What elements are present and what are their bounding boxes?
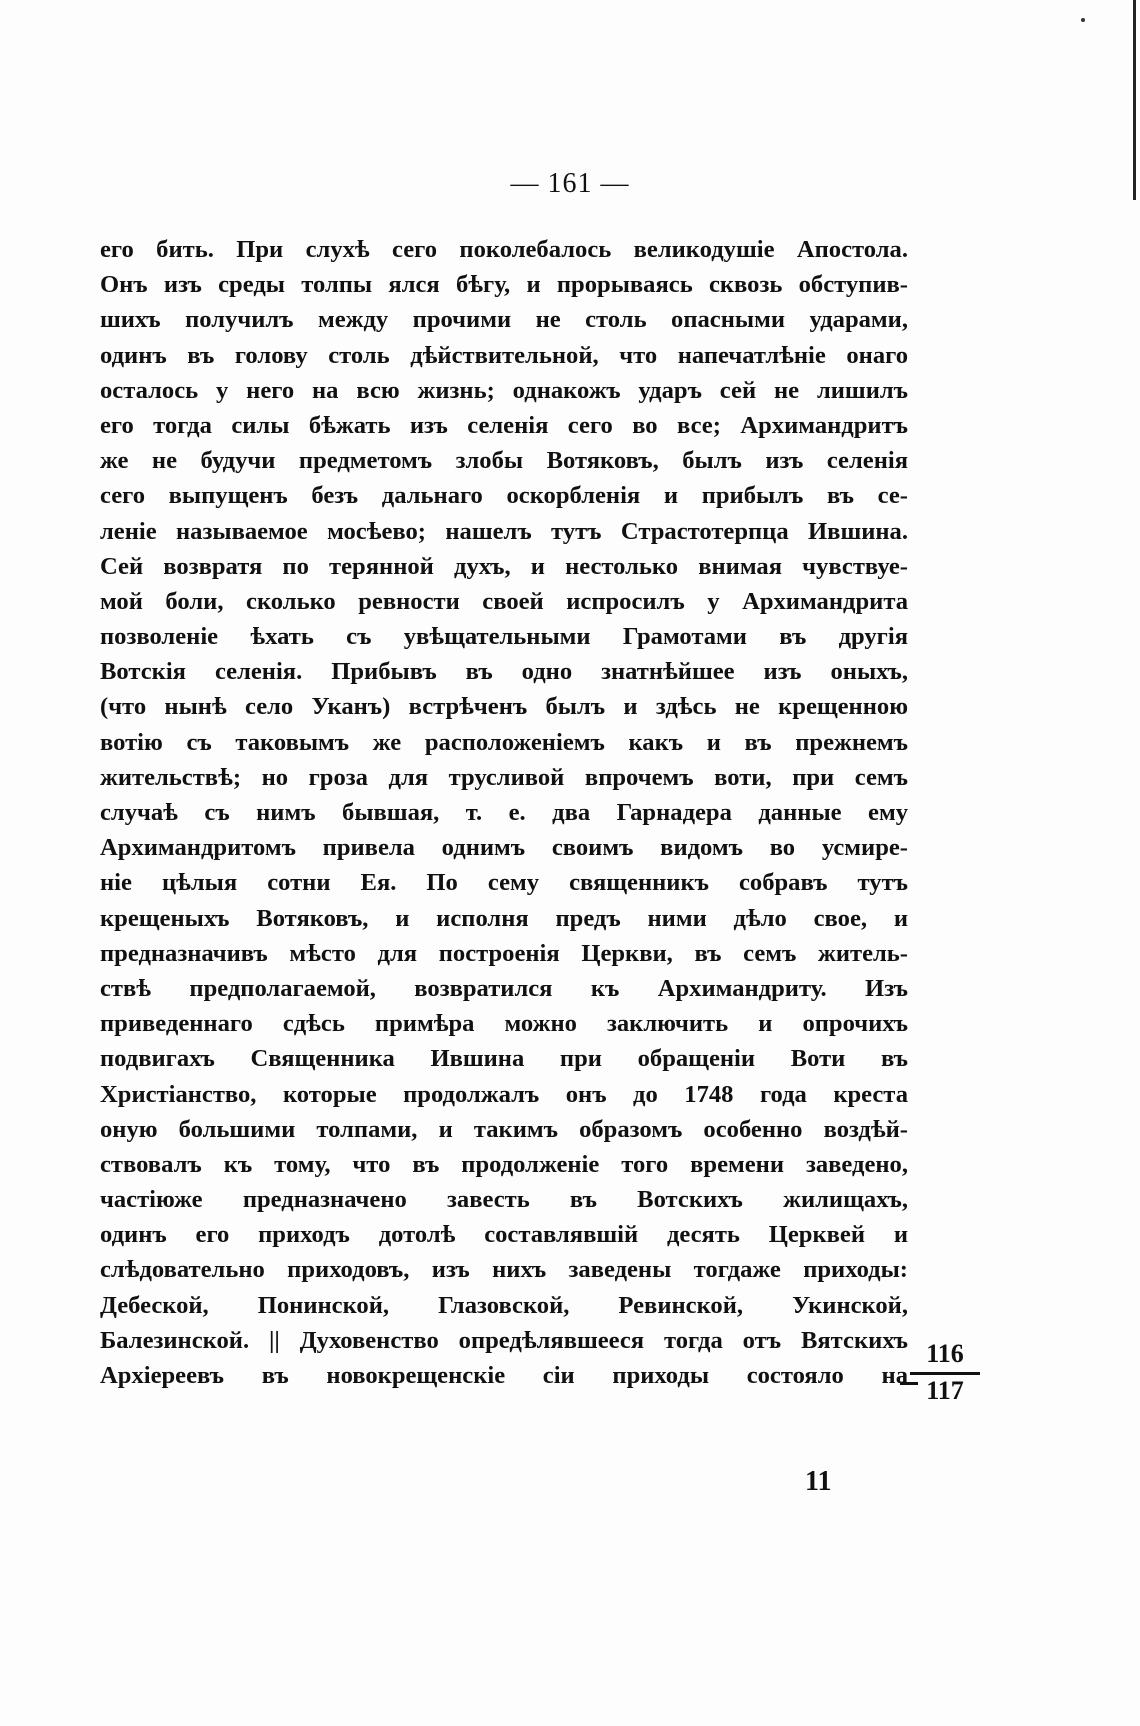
text-line: слѣдовательно приходовъ, изъ нихъ заведены тогдаже приходы: xyxy=(100,1256,908,1284)
text-line: (что нынѣ село Уканъ) встрѣченъ былъ и здѣсь не крещенною xyxy=(100,693,908,721)
margin-reference-bottom: 117 xyxy=(926,1376,964,1405)
text-line: Архіереевъ въ новокрещенскіе сіи приходы состояло на xyxy=(100,1362,908,1389)
text-line: шихъ получилъ между прочими не столь опасными ударами, xyxy=(100,306,908,334)
ink-dot xyxy=(1081,18,1085,22)
text-line: мой боли, сколько ревности своей испросилъ у Архимандрита xyxy=(100,587,908,615)
signature-mark: 11 xyxy=(805,1466,832,1497)
text-line: его бить. При слухѣ сего поколебалось великодушіе Апостола. xyxy=(100,236,908,263)
text-line: подвигахъ Священника Ившина при обращеніи Воти въ xyxy=(100,1045,908,1073)
text-line: позволеніе ѣхать съ увѣщательными Грамотами въ другія xyxy=(100,623,908,651)
text-line: Дебеской, Понинской, Глазовской, Ревинской, Укинской, xyxy=(100,1291,908,1319)
text-line: осталось у него на всю жизнь; однакожъ ударъ сей не лишилъ xyxy=(100,376,908,404)
text-line: ніе цѣлыя сотни Ея. По сему священникъ собравъ тутъ xyxy=(100,869,908,897)
text-line: его тогда силы бѣжать изъ селенія сего во все; Архимандритъ xyxy=(100,411,908,439)
text-line: Онъ изъ среды толпы ялся бѣгу, и прорываясь сквозь обступив- xyxy=(100,271,908,299)
margin-reference-top: 116 xyxy=(910,1340,980,1375)
text-line: одинъ его приходъ дотолѣ составлявшій десять Церквей и xyxy=(100,1221,908,1249)
body-text xyxy=(100,232,908,1393)
text-line: случаѣ съ нимъ бывшая, т. е. два Гарнадера данные ему xyxy=(100,799,908,826)
text-line: Архимандритомъ привела однимъ своимъ видомъ во усмире- xyxy=(100,834,908,862)
text-line: частіюже предназначено завесть въ Вотскихъ жилищахъ, xyxy=(100,1186,908,1214)
text-line: леніе называемое мосѣево; нашелъ тутъ Страстотерпца Ившина. xyxy=(100,517,908,545)
text-line: Вотскія селенія. Прибывъ въ одно знатнѣйшее изъ оныхъ, xyxy=(100,658,908,686)
text-line: оную большими толпами, и такимъ образомъ особенно воздѣй- xyxy=(100,1115,908,1143)
page-number: — 161 — xyxy=(510,168,630,199)
text-line: Балезинской. || Духовенство опредѣлявшееся тогда отъ Вятскихъ xyxy=(100,1326,908,1354)
text-line: одинъ въ голову столь дѣйствительной, что напечатлѣніе онаго xyxy=(100,341,908,369)
text-line: Сей возвратя по терянной духъ, и нестолько внимая чувствуе- xyxy=(100,552,908,580)
text-line: крещеныхъ Вотяковъ, и исполня предъ ними дѣло свое, и xyxy=(100,904,908,932)
text-line: вотію съ таковымъ же расположеніемъ какъ и въ прежнемъ xyxy=(100,728,908,756)
text-line: сего выпущенъ безъ дальнаго оскорбленія и прибылъ въ се- xyxy=(100,482,908,510)
text-line: ствѣ предполагаемой, возвратился къ Архимандриту. Изъ xyxy=(100,974,908,1002)
text-line: же не будучи предметомъ злобы Вотяковъ, былъ изъ селенія xyxy=(100,447,908,475)
margin-page-reference xyxy=(910,1340,980,1405)
text-line: жительствѣ; но гроза для трусливой впрочемъ воти, при семъ xyxy=(100,763,908,791)
text-line: Христіанство, которые продолжалъ онъ до 1748 года креста xyxy=(100,1080,908,1108)
text-line: ствовалъ къ тому, что въ продолженіе того времени заведено, xyxy=(100,1150,908,1178)
text-line: приведеннаго сдѣсь примѣра можно заключить и опрочихъ xyxy=(100,1010,908,1038)
text-line: предназначивъ мѣсто для построенія Церкви, въ семъ житель- xyxy=(100,939,908,967)
